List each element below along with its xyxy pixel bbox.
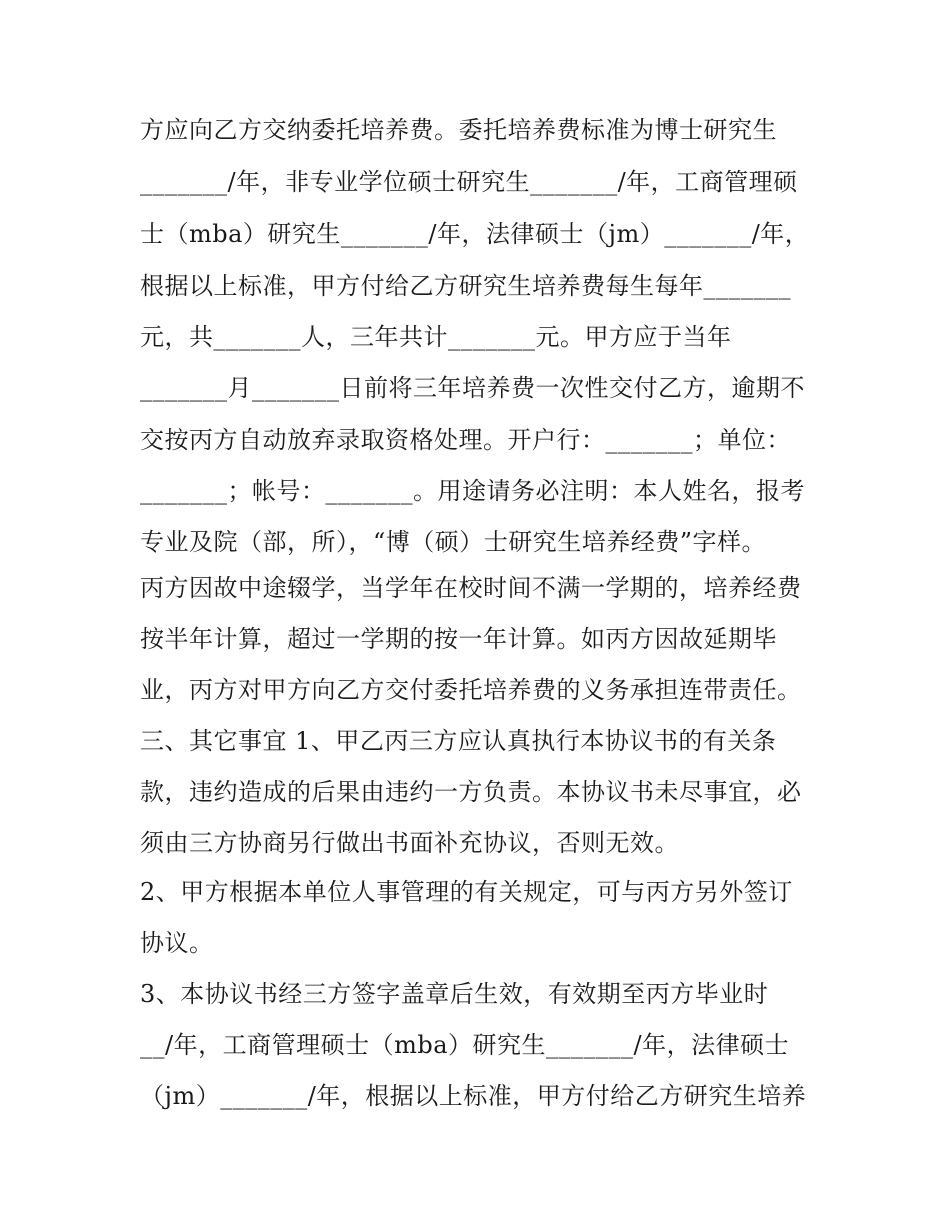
text-line: _______月_______日前将三年培养费一次性交付乙方，逾期不 <box>140 374 805 402</box>
text-line: 方应向乙方交纳委托培养费。委托培养费标准为博士研究生 <box>140 116 777 144</box>
text-line: 业，丙方对甲方向乙方交付委托培养费的义务承担连带责任。 <box>140 676 802 704</box>
text-line: 款，违约造成的后果由违约一方负责。本协议书未尽事宜，必 <box>140 778 802 806</box>
text-line: 根据以上标准，甲方付给乙方研究生培养费每生每年_______ <box>140 272 791 300</box>
text-line: __/年，工商管理硕士（mba）研究生_______/年，法律硕士 <box>140 1031 790 1059</box>
text-line: 专业及院（部，所），“博（硕）士研究生培养经费”字样。 <box>140 528 767 556</box>
text-line: 三、其它事宜 1、甲乙丙三方应认真执行本协议书的有关条 <box>140 727 777 755</box>
text-line: 2、甲方根据本单位人事管理的有关规定，可与丙方另外签订 <box>140 878 793 906</box>
text-line: 按半年计算，超过一学期的按一年计算。如丙方因故延期毕 <box>140 625 777 653</box>
text-line: 须由三方协商另行做出书面补充协议，否则无效。 <box>140 829 679 857</box>
text-line: 3、本协议书经三方签字盖章后生效，有效期至丙方毕业时 <box>140 980 769 1008</box>
text-line: 交按丙方自动放弃录取资格处理。开户行：_______；单位： <box>140 426 791 454</box>
text-line: 协议。 <box>140 929 214 957</box>
text-line: （jm）_______/年，根据以上标准，甲方付给乙方研究生培养 <box>140 1082 807 1110</box>
text-line: 丙方因故中途辍学，当学年在校时间不满一学期的，培养经费 <box>140 574 802 602</box>
text-line: 士（mba）研究生_______/年，法律硕士（jm）_______/年， <box>140 220 810 248</box>
text-line: _______/年，非专业学位硕士研究生_______/年，工商管理硕 <box>140 168 798 196</box>
text-line: _______；帐号：_______。用途请务必注明：本人姓名，报考 <box>140 477 805 505</box>
text-line: 元，共_______人，三年共计_______元。甲方应于当年 <box>140 323 732 351</box>
